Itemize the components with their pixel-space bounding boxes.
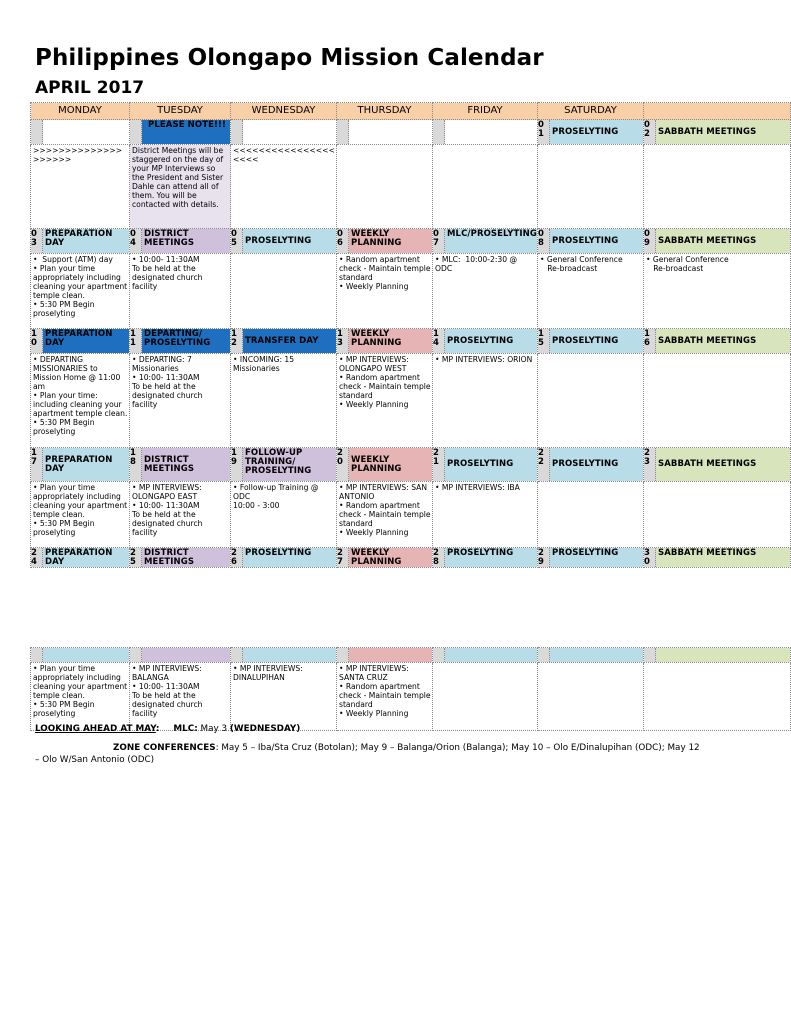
day-cell	[337, 120, 433, 145]
week3-label-row	[31, 448, 791, 482]
day-content	[130, 254, 231, 329]
week1-label-row	[31, 229, 791, 254]
header-monday: MONDAY	[31, 103, 130, 120]
day-number: 24	[31, 548, 43, 567]
day-cell	[538, 648, 644, 663]
week3-content-row	[31, 482, 791, 548]
content-line: • Weekly Planning	[339, 282, 409, 291]
day-number: 18	[130, 448, 142, 481]
day-cell	[644, 120, 791, 145]
content-line: • General Conference	[540, 255, 623, 264]
week0-content-row	[31, 145, 791, 229]
week4-content-row	[31, 568, 791, 648]
day-content	[337, 482, 433, 548]
day-number: 27	[337, 548, 349, 567]
day-label: PREPARATION DAY	[43, 448, 129, 481]
day-content	[433, 254, 538, 329]
day-cell	[31, 120, 130, 145]
day-content	[433, 354, 538, 448]
day-cell	[433, 648, 538, 663]
day-label: WEEKLY PLANNING	[349, 548, 432, 567]
week4-label-row-cont	[31, 648, 791, 663]
zone-conferences-note-cont: – Olo W/San Antonio (ODC)	[35, 755, 155, 765]
day-cell	[433, 448, 538, 482]
day-number: 16	[644, 329, 656, 353]
mlc-date: May 3	[200, 724, 228, 734]
day-label: WEEKLY PLANNING	[349, 448, 432, 481]
please-note-content: District Meetings will be staggered on the day of your MP Interviews so the President and Sister Dahle can attend all of them. You will be contacted with details.	[130, 145, 231, 229]
day-label: PROSELYTING	[445, 548, 537, 567]
day-number	[31, 120, 43, 144]
content-line: • Weekly Planning	[339, 528, 409, 537]
day-cell	[538, 120, 644, 145]
day-number: 11	[130, 329, 142, 353]
day-cell	[231, 229, 337, 254]
day-label: MLC/PROSELYTING	[445, 229, 537, 253]
day-label: DEPARTING/ PROSELYTING	[142, 329, 230, 353]
day-number: 19	[231, 448, 243, 481]
day-cell	[644, 448, 791, 482]
content-line: • MLC: 10:00-2:30 @ ODC	[435, 255, 520, 273]
day-label: SABBATH MEETINGS	[656, 120, 790, 144]
content-line: • 10:00- 11:30AM	[132, 373, 200, 382]
day-content	[31, 254, 130, 329]
day-content	[644, 482, 791, 548]
day-label: DISTRICT MEETINGS	[142, 548, 230, 567]
day-cell	[644, 329, 791, 354]
content-line: • MP INTERVIEWS: IBA	[435, 483, 520, 492]
day-content	[644, 254, 791, 329]
content-line: Re-broadcast	[646, 264, 704, 273]
day-number: 06	[337, 229, 349, 253]
content-line: • Weekly Planning	[339, 400, 409, 409]
header-tuesday: TUESDAY	[130, 103, 231, 120]
week1-content-row	[31, 254, 791, 329]
day-cell	[644, 229, 791, 254]
day-cell	[31, 229, 130, 254]
day-cell	[337, 329, 433, 354]
content-line: • 5:30 PM Begin proselyting	[33, 519, 97, 537]
day-cell	[31, 448, 130, 482]
day-content	[231, 663, 337, 731]
zone-text: : May 5 – Iba/Sta Cruz (Botolan); May 9 – Balanga/Orion (Balanga); May 10 – Olo E/Dinalupihan (ODC); May 12	[215, 743, 700, 753]
content-line: • 5:30 PM Begin proselyting	[33, 300, 97, 318]
day-content	[231, 354, 337, 448]
day-cell	[337, 229, 433, 254]
content-line: • MP INTERVIEWS: OLONGAPO EAST	[132, 483, 205, 501]
day-cell	[433, 329, 538, 354]
week4-label-row	[31, 548, 791, 568]
day-cell	[644, 548, 791, 568]
day-content	[433, 663, 538, 731]
day-label: PROSELYTING	[445, 329, 537, 353]
day-label: TRANSFER DAY	[243, 329, 336, 353]
day-number: 02	[644, 120, 656, 144]
day-content	[130, 482, 231, 548]
day-number: 26	[231, 548, 243, 567]
content-line: • 10:00- 11:30AM	[132, 255, 200, 264]
day-number: 15	[538, 329, 550, 353]
week4-content-row-cont	[31, 663, 791, 731]
content-line: • Random apartment check - Maintain temple standard	[339, 255, 433, 282]
content-line: • Random apartment check - Maintain temple standard	[339, 682, 433, 709]
day-label: WEEKLY PLANNING	[349, 329, 432, 353]
content-line: 10:00 - 3:00	[233, 501, 280, 510]
day-number: 09	[644, 229, 656, 253]
day-label: PROSELYTING	[243, 229, 336, 253]
day-content	[538, 354, 644, 448]
content-line: • Plan your time appropriately including cleaning your apartment temple clean.	[33, 483, 130, 519]
day-label: SABBATH MEETINGS	[656, 329, 790, 353]
header-saturday: SATURDAY	[538, 103, 644, 120]
day-cell	[538, 329, 644, 354]
day-number: 07	[433, 229, 445, 253]
day-number: 17	[31, 448, 43, 481]
content-line: • Weekly Planning	[339, 709, 409, 718]
header-sunday	[644, 103, 791, 120]
day-content	[337, 354, 433, 448]
day-label: WEEKLY PLANNING	[349, 229, 432, 253]
day-number: 29	[538, 548, 550, 567]
day-number: 28	[433, 548, 445, 567]
day-number: 12	[231, 329, 243, 353]
day-number: 04	[130, 229, 142, 253]
please-note-label: PLEASE NOTE!!!	[142, 120, 230, 144]
arrow-note-right: >>>>>>>>>>>>>>>>>>>>	[31, 145, 130, 229]
day-cell	[130, 548, 231, 568]
day-cell	[130, 648, 231, 663]
day-cell	[231, 648, 337, 663]
day-label: DISTRICT MEETINGS	[142, 229, 230, 253]
day-cell	[538, 548, 644, 568]
content-line: • DEPARTING: 7 Missionaries	[132, 355, 195, 373]
content-line: • Support (ATM) day	[33, 255, 113, 264]
content-line: Re-broadcast	[540, 264, 598, 273]
day-content	[337, 663, 433, 731]
day-cell	[231, 120, 337, 145]
day-content	[337, 254, 433, 329]
day-content	[538, 254, 644, 329]
day-cell	[433, 229, 538, 254]
day-label: PROSELYTING	[550, 120, 643, 144]
day-content	[644, 354, 791, 448]
content-line: • Follow-up Training @ ODC	[233, 483, 321, 501]
content-line: • MP INTERVIEWS: OLONGAPO WEST	[339, 355, 412, 373]
day-number: 23	[644, 448, 656, 481]
week0-label-row	[31, 120, 791, 145]
day-label: SABBATH MEETINGS	[656, 548, 790, 567]
content-line: • MP INTERVIEWS: DINALUPIHAN	[233, 664, 306, 682]
content-line: • INCOMING: 15 Missionaries	[233, 355, 297, 373]
day-content	[31, 663, 130, 731]
day-number: 22	[538, 448, 550, 481]
content-line: • MP INTERVIEWS: BALANGA	[132, 664, 205, 682]
day-content	[644, 663, 791, 731]
weekday-header	[31, 103, 791, 120]
day-number: 13	[337, 329, 349, 353]
day-cell	[130, 329, 231, 354]
content-line: • 10:00- 11:30AM	[132, 501, 200, 510]
day-label: SABBATH MEETINGS	[656, 448, 790, 481]
day-cell	[130, 448, 231, 482]
day-content	[433, 482, 538, 548]
content-line: • Random apartment check - Maintain temple standard	[339, 373, 433, 400]
day-number: 01	[538, 120, 550, 144]
content-line: • Plan your time appropriately including cleaning your apartment temple clean.	[33, 664, 130, 700]
zone-label: ZONE CONFERENCES	[113, 743, 216, 753]
day-label: PREPARATION DAY	[43, 548, 129, 567]
day-content	[31, 482, 130, 548]
day-content	[538, 482, 644, 548]
day-cell	[433, 120, 538, 145]
day-content	[231, 254, 337, 329]
day-content	[130, 663, 231, 731]
day-label: PROSELYTING	[550, 329, 643, 353]
content-line: To be held at the designated church facility	[132, 691, 205, 718]
mlc-label: MLC:	[173, 724, 198, 734]
arrow-note-left: <<<<<<<<<<<<<<<<<<<<	[231, 145, 337, 229]
page-title: Philippines Olongapo Mission Calendar	[35, 45, 544, 71]
day-number	[130, 120, 142, 144]
looking-ahead-note: LOOKING AHEAD AT MAY: MLC: May 3 (WEDNESDAY)	[35, 724, 301, 734]
looking-ahead-label: LOOKING AHEAD AT MAY	[35, 724, 156, 734]
day-label: PREPARATION DAY	[43, 329, 129, 353]
day-label: PROSELYTING	[243, 548, 336, 567]
day-number: 08	[538, 229, 550, 253]
day-number: 20	[337, 448, 349, 481]
day-number	[337, 120, 349, 144]
day-cell	[31, 329, 130, 354]
day-number: 25	[130, 548, 142, 567]
day-number: 05	[231, 229, 243, 253]
mlc-day: (WEDNESDAY)	[229, 724, 301, 734]
content-line: • 5:30 PM Begin proselyting	[33, 700, 97, 718]
day-cell	[538, 448, 644, 482]
day-number	[231, 120, 243, 144]
day-cell	[231, 448, 337, 482]
day-cell	[31, 548, 130, 568]
day-label: PROSELYTING	[445, 448, 537, 481]
day-cell	[337, 648, 433, 663]
content-line: • Plan your time: including cleaning your apartment temple clean.	[33, 391, 128, 418]
day-cell	[231, 548, 337, 568]
day-label: PROSELYTING	[550, 229, 643, 253]
day-label: PREPARATION DAY	[43, 229, 129, 253]
content-line: To be held at the designated church facility	[132, 264, 205, 291]
day-label: DISTRICT MEETINGS	[142, 448, 230, 481]
month-title: APRIL 2017	[35, 78, 145, 98]
calendar-table	[30, 102, 791, 731]
content-line: • General Conference	[646, 255, 729, 264]
day-cell	[538, 229, 644, 254]
day-cell	[130, 229, 231, 254]
week2-label-row	[31, 329, 791, 354]
day-cell	[31, 648, 130, 663]
day-cell	[130, 120, 231, 145]
content-line: • MP INTERVIEWS: SAN ANTONIO	[339, 483, 430, 501]
day-number: 21	[433, 448, 445, 481]
day-number: 30	[644, 548, 656, 567]
day-content	[538, 663, 644, 731]
content-line: • 10:00- 11:30AM	[132, 682, 200, 691]
content-line: • DEPARTING MISSIONARIES to Mission Home @ 11:00 am	[33, 355, 123, 391]
week2-content-row	[31, 354, 791, 448]
day-number	[433, 120, 445, 144]
day-label: SABBATH MEETINGS	[656, 229, 790, 253]
day-label: PROSELYTING	[550, 448, 643, 481]
content-line: • Random apartment check - Maintain temple standard	[339, 501, 433, 528]
header-wednesday: WEDNESDAY	[231, 103, 337, 120]
day-number: 03	[31, 229, 43, 253]
day-content	[231, 482, 337, 548]
day-number: 10	[31, 329, 43, 353]
day-number: 14	[433, 329, 445, 353]
zone-conferences-note	[113, 743, 700, 753]
content-line: • Plan your time appropriately including cleaning your apartment temple clean.	[33, 264, 130, 300]
day-label: FOLLOW-UP TRAINING/ PROSELYTING	[243, 448, 336, 481]
header-friday: FRIDAY	[433, 103, 538, 120]
header-thursday: THURSDAY	[337, 103, 433, 120]
day-content	[31, 354, 130, 448]
content-line: To be held at the designated church facility	[132, 510, 205, 537]
calendar-grid	[30, 102, 768, 724]
content-line: To be held at the designated church facility	[132, 382, 205, 409]
day-cell	[337, 448, 433, 482]
content-line: • 5:30 PM Begin proselyting	[33, 418, 97, 436]
day-content	[130, 354, 231, 448]
day-cell	[337, 548, 433, 568]
content-line: • MP INTERVIEWS: SANTA CRUZ	[339, 664, 412, 682]
content-line: • MP INTERVIEWS: ORION	[435, 355, 533, 364]
day-cell	[433, 548, 538, 568]
day-label: PROSELYTING	[550, 548, 643, 567]
day-cell	[644, 648, 791, 663]
day-cell	[231, 329, 337, 354]
